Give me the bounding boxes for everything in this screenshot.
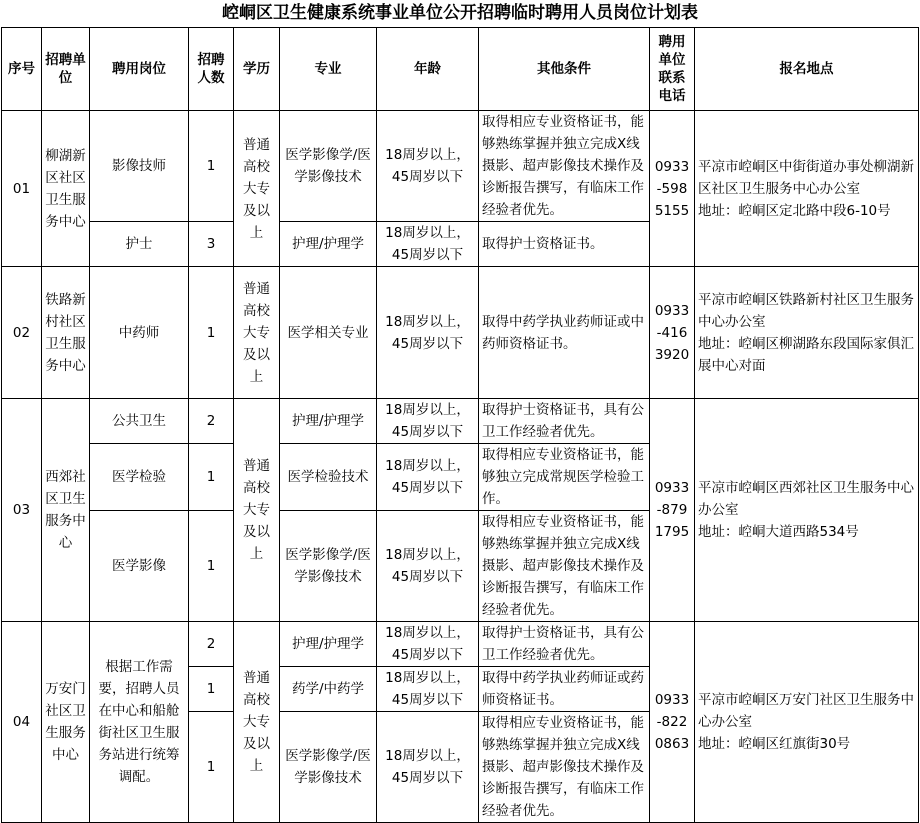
- place-cell: 平凉市崆峒区铁路新村社区卫生服务中心办公室 地址：崆峒区柳湖路东段国际家俱汇展中心对面: [695, 267, 919, 399]
- post-cell: 医学影像: [90, 511, 189, 622]
- post-cell: 影像技师: [90, 111, 189, 222]
- major-cell: 药学/中药学: [280, 667, 377, 712]
- edu-cell: 普通高校大专及以上: [234, 267, 280, 399]
- place-cell: 平凉市崆峒区西郊社区卫生服务中心办公室 地址：崆峒大道西路534号: [695, 399, 919, 622]
- major-cell: 护理/护理学: [280, 222, 377, 267]
- other-cell: 取得护士资格证书，具有公卫工作经验者优先。: [479, 399, 650, 444]
- age-cell: 18周岁以上，45周岁以下: [377, 222, 479, 267]
- age-cell: 18周岁以上，45周岁以下: [377, 399, 479, 444]
- header-other: 其他条件: [479, 28, 650, 111]
- count-cell: 1: [189, 267, 234, 399]
- header-age: 年龄: [377, 28, 479, 111]
- recruitment-table: [1, 27, 919, 823]
- age-cell: 18周岁以上，45周岁以下: [377, 444, 479, 511]
- age-cell: 18周岁以上，45周岁以下: [377, 622, 479, 667]
- seq-cell: 01: [2, 111, 42, 267]
- unit-cell: 铁路新村社区卫生服务中心: [42, 267, 90, 399]
- age-cell: 18周岁以上，45周岁以下: [377, 667, 479, 712]
- unit-cell: 柳湖新区社区卫生服务中心: [42, 111, 90, 267]
- header-seq: 序号: [2, 28, 42, 111]
- header-place: 报名地点: [695, 28, 919, 111]
- major-cell: 护理/护理学: [280, 399, 377, 444]
- table-row: [2, 399, 919, 444]
- header-post: 聘用岗位: [90, 28, 189, 111]
- header-phone: 聘用单位联系电话: [650, 28, 695, 111]
- header-row: [2, 28, 919, 111]
- other-cell: 取得护士资格证书，具有公卫工作经验者优先。: [479, 622, 650, 667]
- age-cell: 18周岁以上，45周岁以下: [377, 712, 479, 823]
- age-cell: 18周岁以上，45周岁以下: [377, 111, 479, 222]
- count-cell: 2: [189, 622, 234, 667]
- post-cell: 公共卫生: [90, 399, 189, 444]
- seq-cell: 02: [2, 267, 42, 399]
- count-cell: 1: [189, 712, 234, 823]
- count-cell: 1: [189, 111, 234, 222]
- table-row: [2, 622, 919, 667]
- header-unit: 招聘单位: [42, 28, 90, 111]
- other-cell: 取得护士资格证书。: [479, 222, 650, 267]
- major-cell: 护理/护理学: [280, 622, 377, 667]
- edu-cell: 普通高校大专及以上: [234, 111, 280, 267]
- phone-cell: 0933-8220863: [650, 622, 695, 823]
- major-cell: 医学检验技术: [280, 444, 377, 511]
- post-cell: 医学检验: [90, 444, 189, 511]
- other-cell: 取得相应专业资格证书，能够熟练掌握并独立完成X线摄影、超声影像技术操作及诊断报告撰写，有临床工作经验者优先。: [479, 712, 650, 823]
- phone-cell: 0933-5985155: [650, 111, 695, 267]
- seq-cell: 04: [2, 622, 42, 823]
- table-row: [2, 111, 919, 222]
- header-edu: 学历: [234, 28, 280, 111]
- other-cell: 取得中药学执业药师证或药师资格证书。: [479, 667, 650, 712]
- phone-cell: 0933-8791795: [650, 399, 695, 622]
- edu-cell: 普通高校大专及以上: [234, 399, 280, 622]
- post-note-cell: 根据工作需要，招聘人员在中心和船舱街社区卫生服务站进行统筹调配。: [90, 622, 189, 823]
- unit-cell: 西郊社区卫生服务中心: [42, 399, 90, 622]
- count-cell: 3: [189, 222, 234, 267]
- major-cell: 医学影像学/医学影像技术: [280, 111, 377, 222]
- header-count: 招聘人数: [189, 28, 234, 111]
- post-cell: 中药师: [90, 267, 189, 399]
- unit-cell: 万安门社区卫生服务中心: [42, 622, 90, 823]
- edu-cell: 普通高校大专及以上: [234, 622, 280, 823]
- seq-cell: 03: [2, 399, 42, 622]
- major-cell: 医学影像学/医学影像技术: [280, 712, 377, 823]
- place-cell: 平凉市崆峒区万安门社区卫生服务中心办公室 地址：崆峒区红旗街30号: [695, 622, 919, 823]
- header-major: 专业: [280, 28, 377, 111]
- table-row: [2, 267, 919, 399]
- post-cell: 护士: [90, 222, 189, 267]
- other-cell: 取得相应专业资格证书，能够独立完成常规医学检验工作。: [479, 444, 650, 511]
- major-cell: 医学相关专业: [280, 267, 377, 399]
- other-cell: 取得中药学执业药师证或中药师资格证书。: [479, 267, 650, 399]
- count-cell: 2: [189, 399, 234, 444]
- other-cell: 取得相应专业资格证书，能够熟练掌握并独立完成X线摄影、超声影像技术操作及诊断报告撰写，有临床工作经验者优先。: [479, 111, 650, 222]
- age-cell: 18周岁以上，45周岁以下: [377, 267, 479, 399]
- count-cell: 1: [189, 667, 234, 712]
- count-cell: 1: [189, 444, 234, 511]
- other-cell: 取得相应专业资格证书，能够熟练掌握并独立完成X线摄影、超声影像技术操作及诊断报告撰写，有临床工作经验者优先。: [479, 511, 650, 622]
- count-cell: 1: [189, 511, 234, 622]
- age-cell: 18周岁以上，45周岁以下: [377, 511, 479, 622]
- phone-cell: 0933-4163920: [650, 267, 695, 399]
- place-cell: 平凉市崆峒区中街街道办事处柳湖新区社区卫生服务中心办公室 地址：崆峒区定北路中段6-10号: [695, 111, 919, 267]
- page-title: 崆峒区卫生健康系统事业单位公开招聘临时聘用人员岗位计划表: [222, 3, 698, 23]
- major-cell: 医学影像学/医学影像技术: [280, 511, 377, 622]
